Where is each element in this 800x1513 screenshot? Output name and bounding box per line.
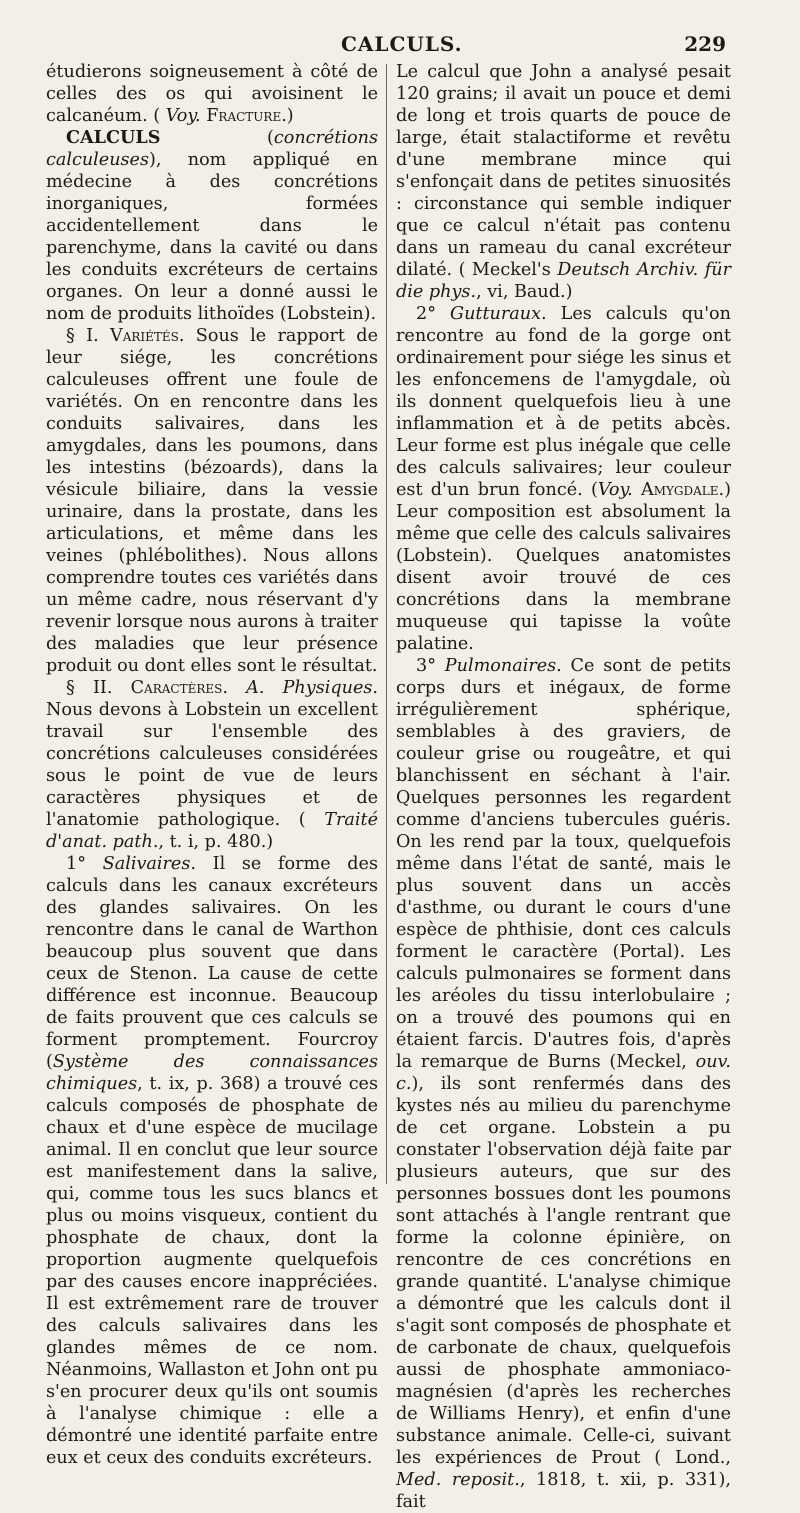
left-column (46, 61, 378, 1469)
text-run: Fracture (206, 106, 282, 126)
text-run: . (222, 678, 247, 698)
page-number: 229 (684, 32, 726, 56)
text-run: 3° (416, 656, 445, 676)
paragraph-varietes (46, 325, 378, 677)
page-header (0, 30, 800, 60)
text-run: ( (160, 128, 274, 148)
text-run: CALCULS (66, 127, 161, 148)
text-run: . Ce sont de petits corps durs et inégaux, de forme irrégulièrement sphérique, semblables à des graviers, de couleur grise ou rougeâtre, et qui blanchissent en séchant à l'air. Quelques personnes les regardent comme d'anciens tubercules guéris. On les rend par la toux, quelquefois même dans l'état de santé, mais le plus souvent dans un accès d'asthme, ou durant le cours d'une espèce de phthisie, dont ces calculs forment le caractère (Portal). Les calculs pulmonaires se forment dans les aréoles du tissu interlobulaire ; on a trouvé des poumons qui en étaient farcis. D'autres fois, d'après la remarque de Burns (Meckel, (396, 656, 731, 1072)
text-run: concrétions calculeuses (46, 128, 378, 170)
text-run: Gutturaux (450, 304, 542, 324)
column-divider (386, 64, 387, 1184)
paragraph-continuation (46, 61, 378, 127)
text-run: .) Leur composition est absolument la même que celle des calculs salivaires (Lobstein). Quelques anatomistes disent avoir trouvé de ces concrétions dans la membrane muqueuse qui tapisse la voûte palatine. (396, 480, 732, 654)
text-run: Traité d'anat. path. (46, 810, 378, 852)
text-run: 1° (66, 854, 103, 874)
paragraph-john-calcul (396, 61, 731, 303)
text-run: ouv. c. (396, 1052, 731, 1094)
text-run (633, 480, 641, 500)
text-run: Amygdale (641, 480, 719, 500)
text-run: § II. (66, 678, 131, 698)
text-run: . Les calculs qu'on rencontre au fond de la gorge ont ordinairement pour siége les sinus et les enfoncemens de l'amygdale, où ils donnent quelquefois lieu à une inflammation et à de petits abcès. Leur forme est plus inégale que celle des calculs salivaires; leur couleur est d'un brun foncé. ( (396, 304, 731, 500)
text-run: , t. i, p. 480.) (158, 832, 274, 852)
text-run: Système des connaissances chimiques (46, 1052, 378, 1094)
text-run: . Nous devons à Lobstein un excellent travail sur l'ensemble des concrétions calculeuses considérées sous le point de vue de leurs caractères physiques et de l'anatomie pathologique. ( (46, 678, 378, 830)
text-run: Salivaires (102, 854, 191, 874)
text-run: Voy. (597, 480, 633, 500)
text-run: Le calcul que John a analysé pesait 120 grains; il avait un pouce et demi de long et trois quarts de pouce de large, était stalactiforme et revêtu d'une membrane mince qui s'enfonçait dans de petites sinuosités : circonstance qui semble indiquer que ce calcul n'était pas contenu dans un rameau du canal excréteur dilaté. ( Meckel's (396, 62, 731, 280)
text-run: ), nom appliqué en médecine à des concrétions inorganiques, formées accidentellement dans le parenchyme, dans la cavité ou dans les conduits excréteurs de certains organes. On leur a donné aussi le nom de produits lithoïdes (Lobstein). (46, 150, 378, 324)
text-run: Voy. (165, 106, 201, 126)
paragraph-pulmonaires (396, 655, 731, 1513)
paragraph-calculs-definition (46, 127, 378, 325)
text-run: § I. (66, 326, 110, 346)
text-run: étudierons soigneusement à côté de celles des os qui avoisinent le calcanéum. ( (46, 62, 378, 126)
paragraph-caracteres (46, 677, 378, 853)
text-run: A. Physiques (246, 678, 373, 698)
text-run: , 1818, t. xii, p. 331), fait (396, 1470, 732, 1512)
text-run: . Sous le rapport de leur siége, les concrétions calculeuses offrent une foule de variétés. On en rencontre dans les conduits salivaires, dans les amygdales, dans les poumons, dans les intestins (bézoards), dans la vésicule biliaire, dans la vessie urinaire, dans la prostate, dans les articulations, et même dans les veines (phlébolithes). Nous allons comprendre toutes ces variétés dans un même cadre, nous réservant d'y revenir lorsque nous aurons à traiter des maladies que leur présence produit ou dont elles sont le résultat. (46, 326, 378, 676)
text-run: 2° (416, 304, 451, 324)
text-run: .) (281, 106, 294, 126)
text-run: ), ils sont renfermés dans des kystes nés au milieu du parenchyme de cet organe. Lobstein a pu constater l'observation déjà faite par plusieurs auteurs, que sur des personnes bossues dont les poumons sont attachés à l'angle rentrant que forme la colonne épinière, on rencontre de ces concrétions en grande quantité. L'analyse chimique a démontré que les calculs dont il s'agit sont composés de phosphate et de carbonate de chaux, quelquefois aussi de phosphate ammoniaco-magnésien (d'après les recherches de Williams Henry), et enfin d'une substance animale. Celle-ci, suivant les expériences de Prout ( Lond., (396, 1074, 731, 1468)
text-run: Variétés (109, 326, 179, 346)
text-run: Caractères (130, 678, 223, 698)
right-column (396, 61, 731, 1513)
text-run: Deutsch Archiv. für die phys. (396, 260, 731, 302)
paragraph-salivaires (46, 853, 378, 1469)
running-title: CALCULS. (341, 32, 463, 56)
text-run: Pulmonaires (444, 656, 557, 676)
text-run: Med. reposit. (396, 1470, 520, 1490)
text-run: , vi, Baud.) (476, 282, 573, 302)
text-run: . Il se forme des calculs dans les canaux excréteurs des glandes salivaires. On les rencontre dans le canal de Warthon beaucoup plus souvent que dans ceux de Stenon. La cause de cette différence est inconnue. Beaucoup de faits prouvent que ces calculs se forment promptement. Fourcroy ( (46, 854, 378, 1072)
text-run: , t. ix, p. 368) a trouvé ces calculs composés de phosphate de chaux et d'une espèce de mucilage animal. Il en conclut que leur source est manifestement dans la salive, qui, comme tous les sucs blancs et plus ou moins visqueux, contient du phosphate de chaux, dont la proportion augmente quelquefois par des causes encore inappréciées. Il est extrêmement rare de trouver des calculs salivaires dans les glandes mêmes de ce nom. Néanmoins, Wallaston et John ont pu s'en procurer deux qu'ils ont soumis à l'analyse chimique : elle a démontré une identité parfaite entre eux et ceux des conduits excréteurs. (46, 1074, 378, 1468)
paragraph-gutturaux (396, 303, 731, 655)
